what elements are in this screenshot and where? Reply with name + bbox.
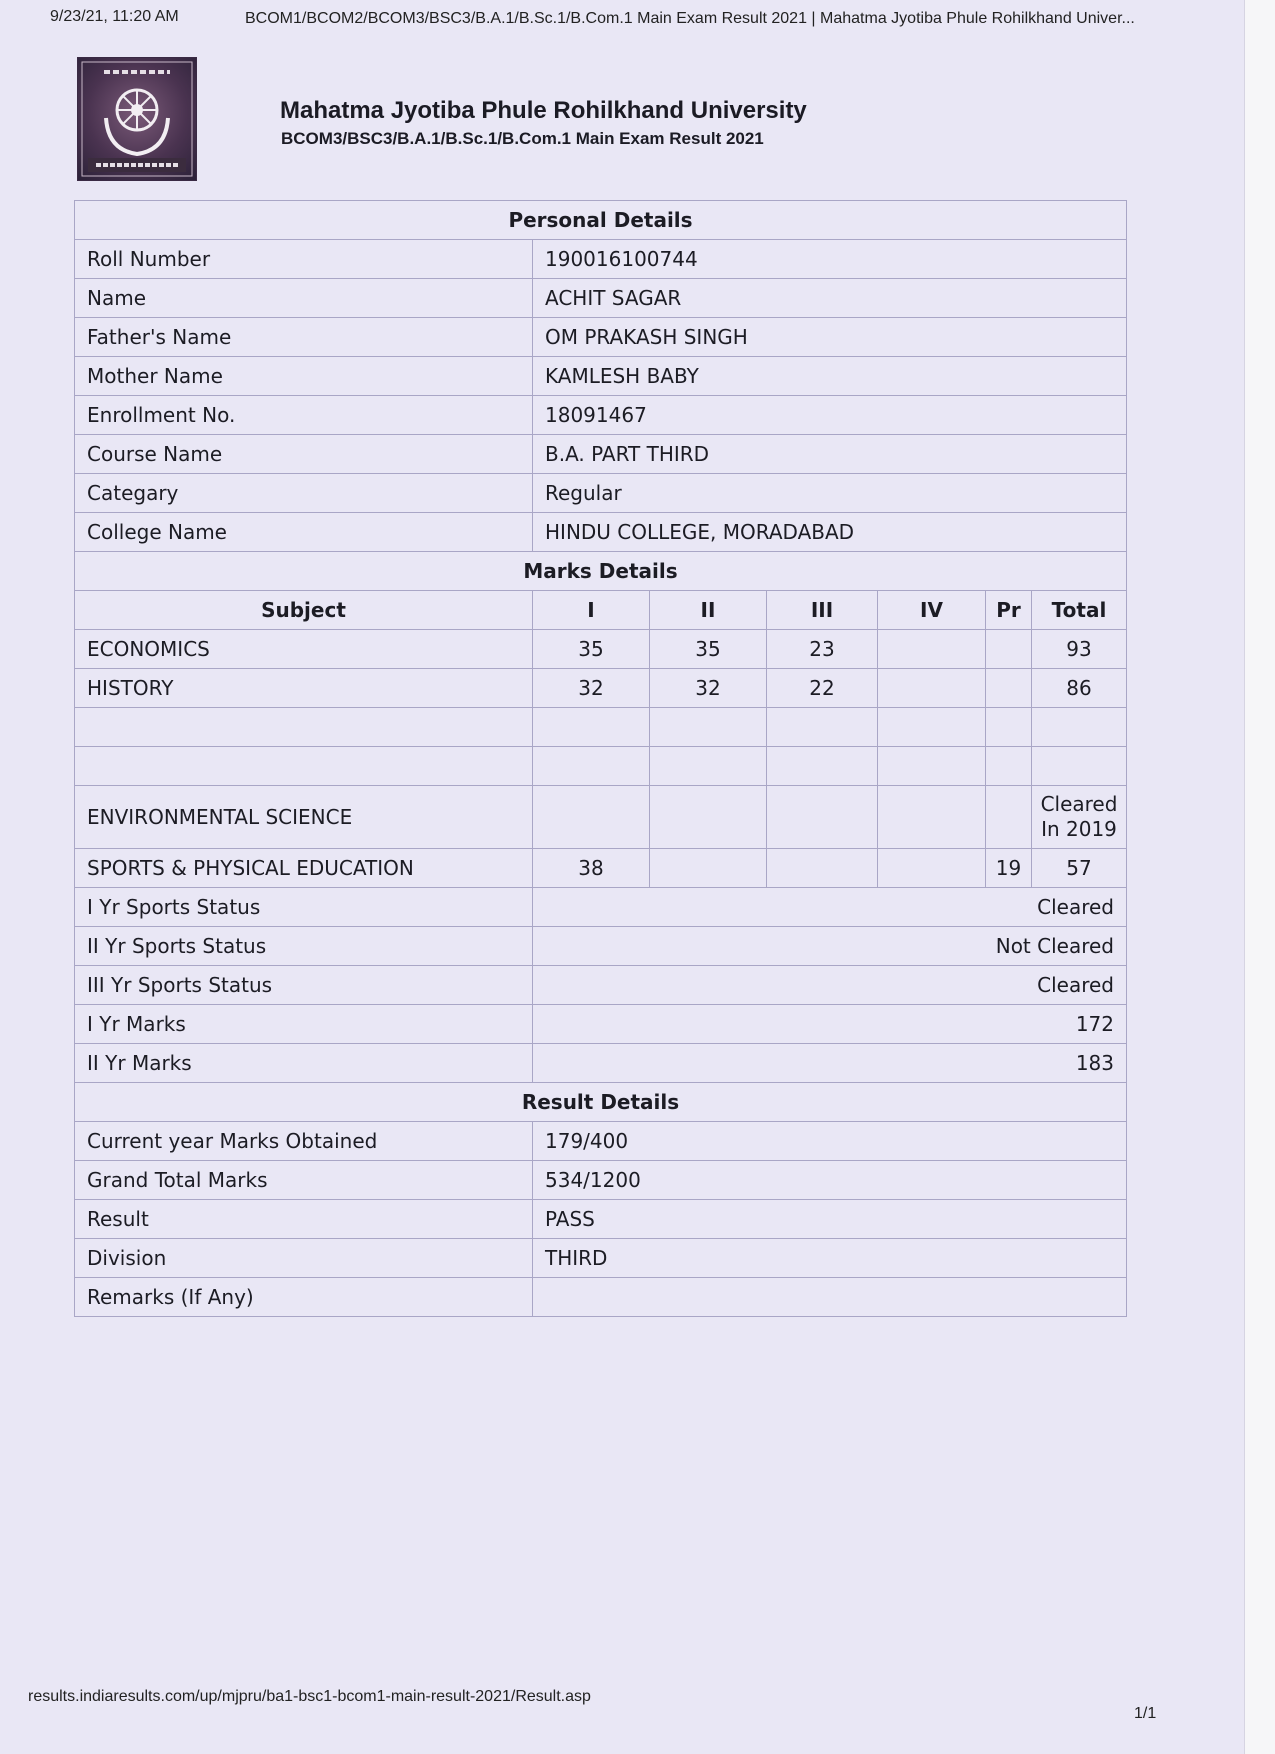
table-row (75, 849, 1127, 888)
remarks-value (533, 1278, 1127, 1317)
marks-cell: 32 (650, 669, 767, 708)
status-row (75, 888, 1127, 927)
personal-row (75, 279, 1127, 318)
result-value: PASS (533, 1200, 1127, 1239)
section-heading: Result Details (75, 1083, 1127, 1122)
marks-cell (986, 708, 1032, 747)
column-header-iv: IV (878, 591, 986, 630)
total-cell (1032, 708, 1127, 747)
result-row (75, 1161, 1127, 1200)
marks-cell: 19 (986, 849, 1032, 888)
column-header-subject: Subject (75, 591, 533, 630)
section-heading: Marks Details (75, 552, 1127, 591)
marks-cell (986, 630, 1032, 669)
field-label: Mother Name (75, 357, 533, 396)
column-header-pr: Pr (986, 591, 1032, 630)
college-value: HINDU COLLEGE, MORADABAD (533, 513, 1127, 552)
table-row (75, 708, 1127, 747)
personal-row (75, 396, 1127, 435)
status-label: III Yr Sports Status (75, 966, 533, 1005)
column-header-total: Total (1032, 591, 1127, 630)
exam-title: BCOM3/BSC3/B.A.1/B.Sc.1/B.Com.1 Main Exam Result 2021 (281, 129, 764, 148)
course-value: B.A. PART THIRD (533, 435, 1127, 474)
field-label: Enrollment No. (75, 396, 533, 435)
marks-cell (878, 747, 986, 786)
status-label: II Yr Sports Status (75, 927, 533, 966)
table-row (75, 630, 1127, 669)
enrollment-value: 18091467 (533, 396, 1127, 435)
personal-row (75, 240, 1127, 279)
print-page-number: 1/1 (1134, 1705, 1157, 1722)
marks-cell (767, 849, 878, 888)
table-row (75, 786, 1127, 849)
marks-cell (986, 669, 1032, 708)
status-value: Cleared (533, 966, 1127, 1005)
personal-row (75, 357, 1127, 396)
status-value: 172 (533, 1005, 1127, 1044)
field-label: Name (75, 279, 533, 318)
total-cell: 93 (1032, 630, 1127, 669)
marks-cell: 22 (767, 669, 878, 708)
marks-cell (533, 786, 650, 849)
category-value: Regular (533, 474, 1127, 513)
marks-cell (878, 630, 986, 669)
status-row (75, 1044, 1127, 1083)
status-label: I Yr Marks (75, 1005, 533, 1044)
marks-details-header (75, 552, 1127, 591)
marks-cell: 35 (533, 630, 650, 669)
marks-cell (767, 786, 878, 849)
total-cell: 57 (1032, 849, 1127, 888)
subject-cell: HISTORY (75, 669, 533, 708)
result-label: Current year Marks Obtained (75, 1122, 533, 1161)
status-row (75, 966, 1127, 1005)
marks-cell (767, 747, 878, 786)
personal-row (75, 435, 1127, 474)
mother-name-value: KAMLESH BABY (533, 357, 1127, 396)
print-footer-url: results.indiaresults.com/up/mjpru/ba1-bsc1-bcom1-main-result-2021/Result.asp (28, 1688, 591, 1705)
column-header-iii: III (767, 591, 878, 630)
marks-cell (986, 747, 1032, 786)
marks-cell (650, 747, 767, 786)
marks-cell (878, 849, 986, 888)
marks-cell: 32 (533, 669, 650, 708)
marks-cell (533, 708, 650, 747)
result-row (75, 1200, 1127, 1239)
field-label: Roll Number (75, 240, 533, 279)
status-label: I Yr Sports Status (75, 888, 533, 927)
personal-row (75, 513, 1127, 552)
field-label: Categary (75, 474, 533, 513)
result-row (75, 1239, 1127, 1278)
status-row (75, 1005, 1127, 1044)
marks-cell (878, 786, 986, 849)
total-cell (1032, 747, 1127, 786)
result-table (74, 200, 1127, 1317)
personal-row (75, 474, 1127, 513)
personal-row (75, 318, 1127, 357)
column-header-i: I (533, 591, 650, 630)
subject-cell (75, 708, 533, 747)
marks-cell (878, 669, 986, 708)
marks-cell (650, 849, 767, 888)
personal-details-header (75, 201, 1127, 240)
grand-total-value: 534/1200 (533, 1161, 1127, 1200)
status-row (75, 927, 1127, 966)
subject-cell: ECONOMICS (75, 630, 533, 669)
result-row (75, 1278, 1127, 1317)
result-label: Result (75, 1200, 533, 1239)
marks-cell: 35 (650, 630, 767, 669)
result-row (75, 1122, 1127, 1161)
status-value: Not Cleared (533, 927, 1127, 966)
total-cell: 86 (1032, 669, 1127, 708)
total-cell: Cleared In 2019 (1032, 786, 1127, 849)
marks-cell (767, 708, 878, 747)
marks-column-headers (75, 591, 1127, 630)
father-name-value: OM PRAKASH SINGH (533, 318, 1127, 357)
status-value: 183 (533, 1044, 1127, 1083)
print-datetime: 9/23/21, 11:20 AM (50, 8, 179, 25)
marks-cell (650, 708, 767, 747)
result-details-header (75, 1083, 1127, 1122)
print-page-title: BCOM1/BCOM2/BCOM3/BSC3/B.A.1/B.Sc.1/B.Com.1 Main Exam Result 2021 | Mahatma Jyotiba Phule Rohilkhand Univer... (245, 10, 1135, 27)
page-edge (1244, 0, 1275, 1754)
column-header-ii: II (650, 591, 767, 630)
status-value: Cleared (533, 888, 1127, 927)
subject-cell (75, 747, 533, 786)
division-value: THIRD (533, 1239, 1127, 1278)
section-heading: Personal Details (75, 201, 1127, 240)
subject-cell: SPORTS & PHYSICAL EDUCATION (75, 849, 533, 888)
field-label: Father's Name (75, 318, 533, 357)
current-year-marks-value: 179/400 (533, 1122, 1127, 1161)
field-label: Course Name (75, 435, 533, 474)
marks-cell: 23 (767, 630, 878, 669)
status-label: II Yr Marks (75, 1044, 533, 1083)
marks-cell (650, 786, 767, 849)
field-label: College Name (75, 513, 533, 552)
roll-number-value: 190016100744 (533, 240, 1127, 279)
name-value: ACHIT SAGAR (533, 279, 1127, 318)
result-label: Division (75, 1239, 533, 1278)
table-row (75, 669, 1127, 708)
marks-cell (878, 708, 986, 747)
university-name: Mahatma Jyotiba Phule Rohilkhand University (280, 97, 807, 124)
subject-cell: ENVIRONMENTAL SCIENCE (75, 786, 533, 849)
marks-cell: 38 (533, 849, 650, 888)
result-label: Grand Total Marks (75, 1161, 533, 1200)
marks-cell (986, 786, 1032, 849)
marks-cell (533, 747, 650, 786)
university-logo-icon (77, 57, 197, 181)
table-row (75, 747, 1127, 786)
result-label: Remarks (If Any) (75, 1278, 533, 1317)
